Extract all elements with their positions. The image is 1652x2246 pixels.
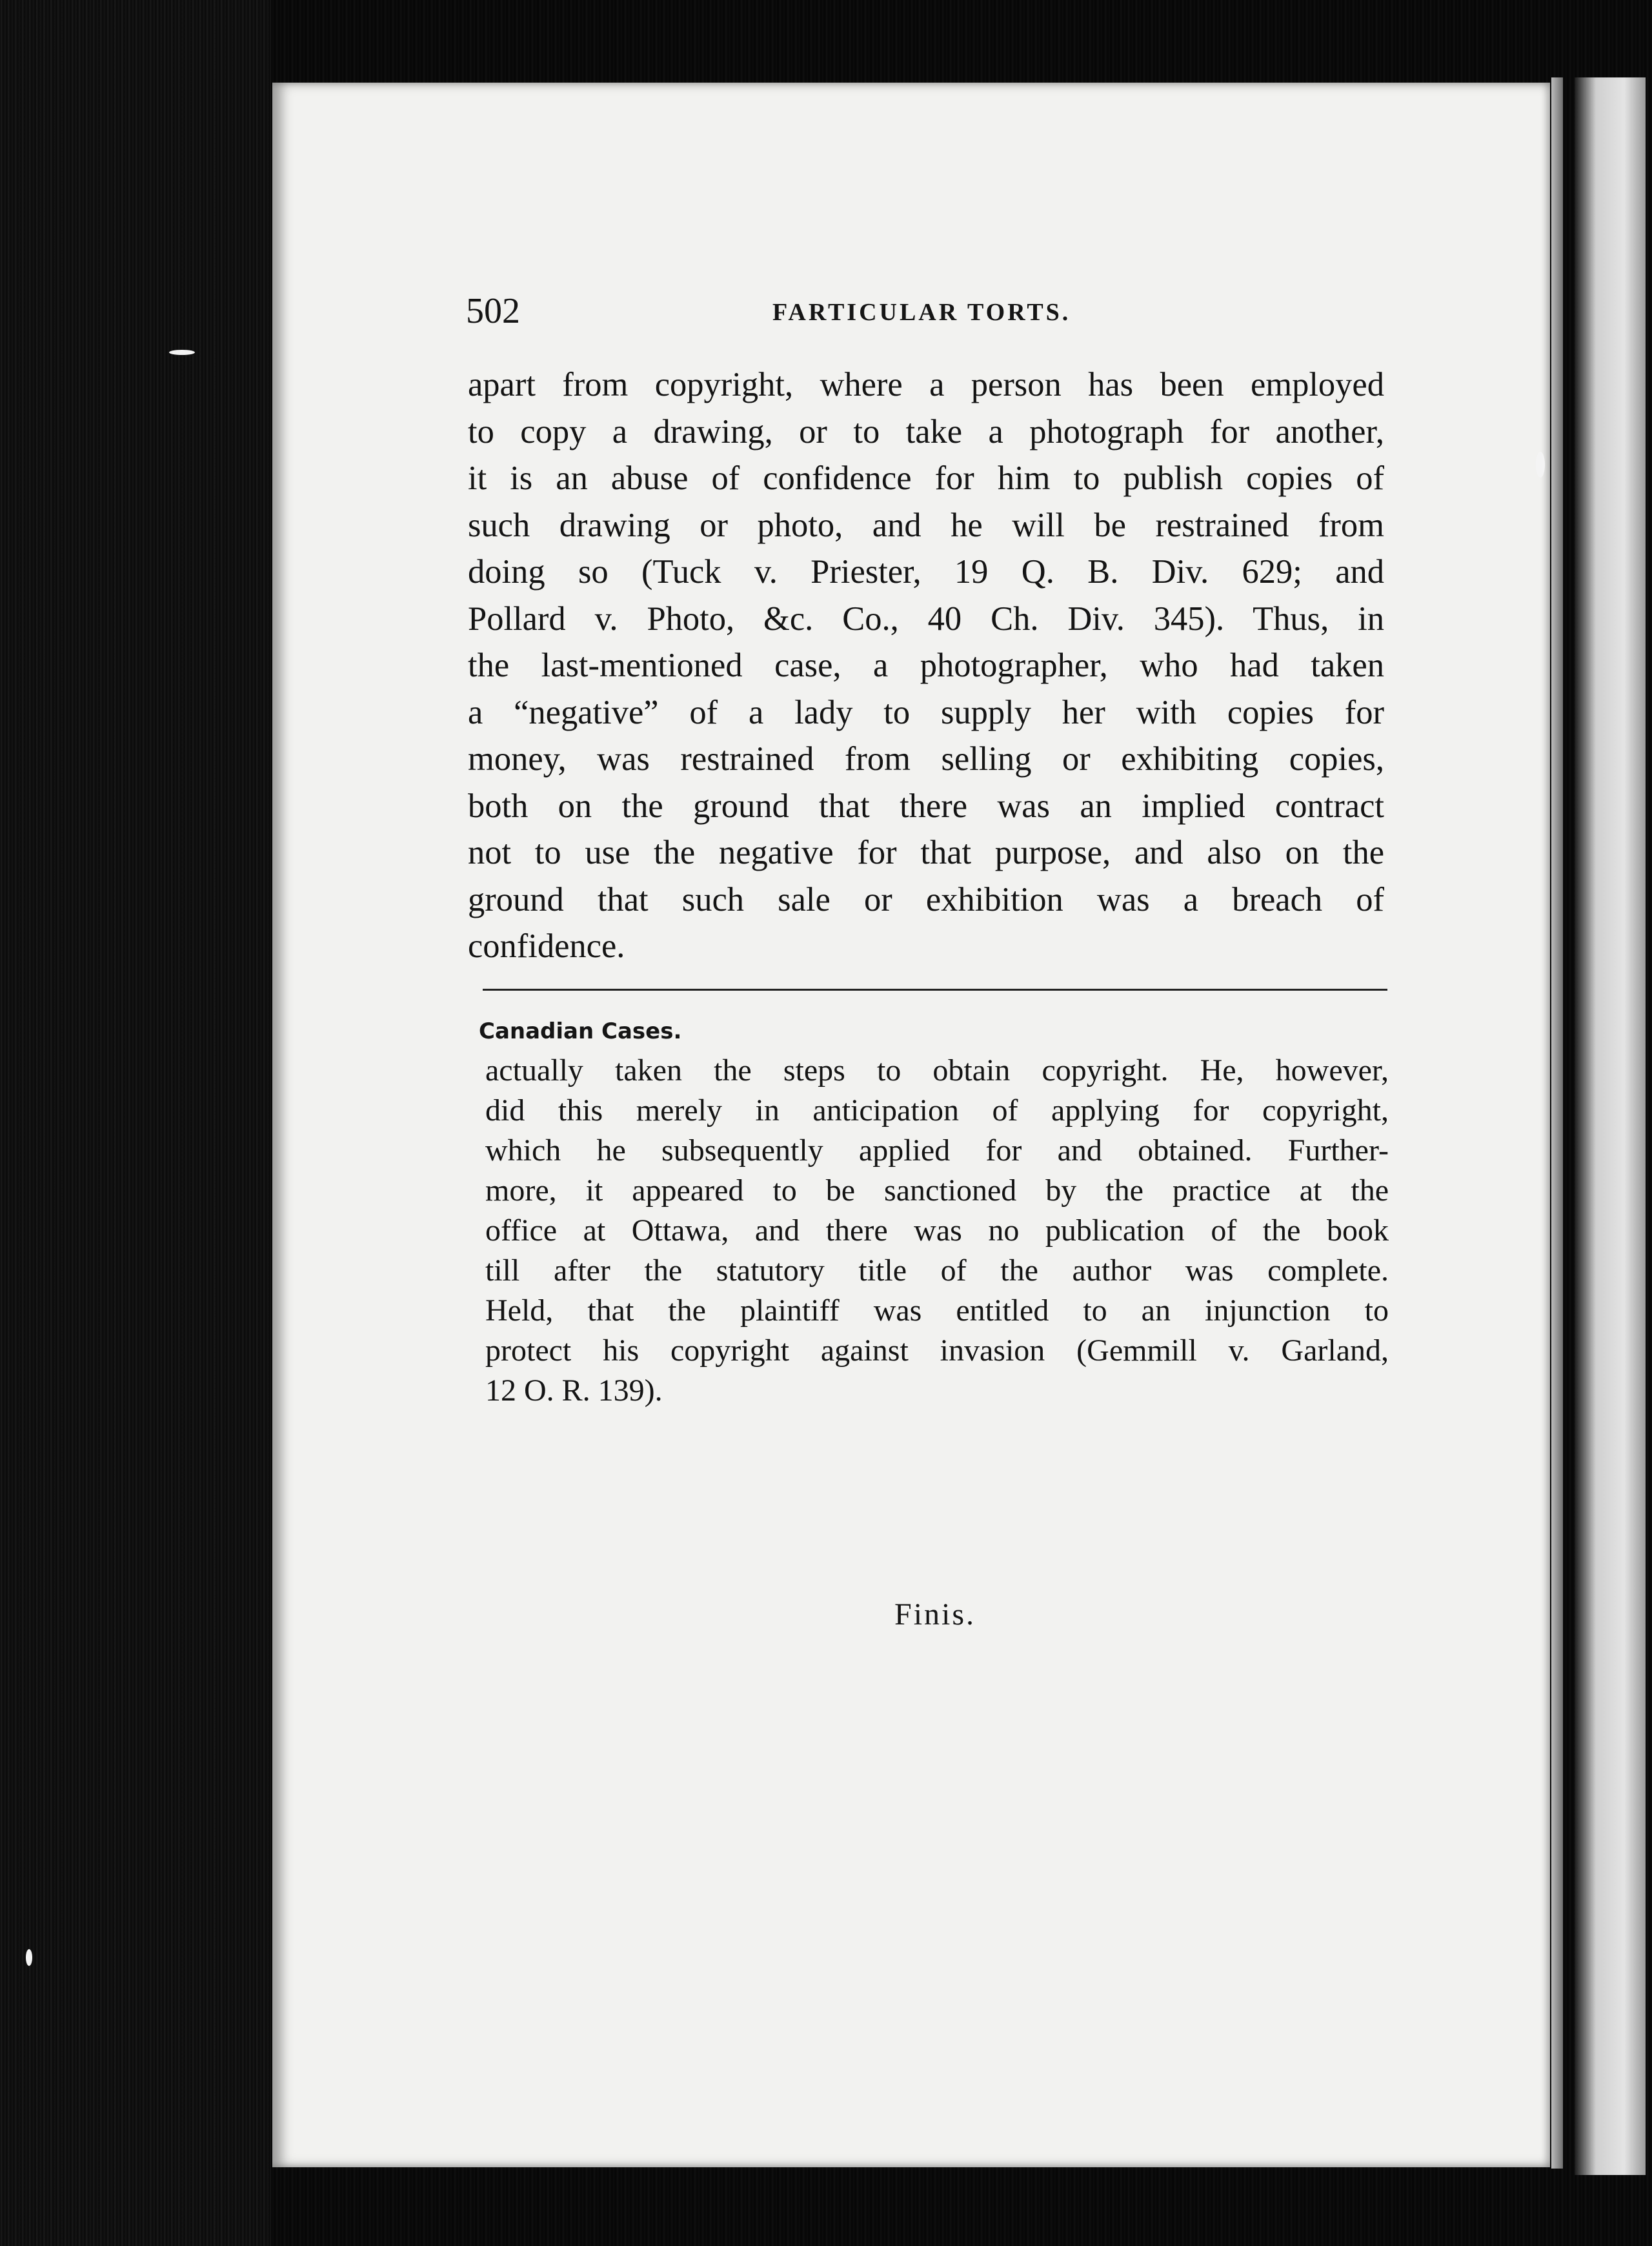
scan-speck <box>169 350 195 355</box>
text-line: a “negative” of a lady to supply her with copies for <box>468 693 1384 731</box>
book-spine <box>0 0 271 2246</box>
note-line: 12 O. R. 139). <box>485 1373 663 1408</box>
text-line: money, was restrained from selling or exhibiting copies, <box>468 740 1384 778</box>
page-edge <box>1551 77 1563 2169</box>
text-line: to copy a drawing, or to take a photograph for another, <box>468 412 1384 450</box>
text-line: both on the ground that there was an implied contract <box>468 787 1384 825</box>
text-line: apart from copyright, where a person has been employed <box>468 366 1384 403</box>
running-head: FARTICULAR TORTS. <box>772 299 1071 326</box>
note-line: Held, that the plaintiff was entitled to an injunction to <box>485 1293 1389 1328</box>
note-line: did this merely in anticipation of applying for copyright, <box>485 1093 1389 1128</box>
text-line: the last-mentioned case, a photographer, who had taken <box>468 647 1384 684</box>
canadian-cases-text <box>485 1051 1389 1411</box>
page-number: 502 <box>466 291 520 331</box>
note-line: office at Ottawa, and there was no publication of the book <box>485 1213 1389 1248</box>
text-line: ground that such sale or exhibition was a breach of <box>468 880 1384 918</box>
scan-speck <box>1536 452 1545 478</box>
main-text-block <box>468 361 1384 970</box>
note-line: more, it appeared to be sanctioned by the practice at the <box>485 1173 1389 1208</box>
text-line: Pollard v. Photo, &c. Co., 40 Ch. Div. 345). Thus, in <box>468 600 1384 638</box>
text-line: doing so (Tuck v. Priester, 19 Q. B. Div. 629; and <box>468 553 1384 591</box>
text-line: confidence. <box>468 927 625 965</box>
adjacent-page-edge <box>1575 77 1646 2175</box>
section-divider <box>483 989 1387 991</box>
text-line: it is an abuse of confidence for him to publish copies of <box>468 460 1384 497</box>
note-line: actually taken the steps to obtain copyright. He, however, <box>485 1053 1389 1088</box>
note-line: which he subsequently applied for and obtained. Further- <box>485 1133 1389 1168</box>
note-line: protect his copyright against invasion (Gemmill v. Garland, <box>485 1333 1389 1368</box>
finis-mark: Finis. <box>894 1597 976 1632</box>
text-line: such drawing or photo, and he will be restrained from <box>468 506 1384 544</box>
scan-speck <box>26 1949 32 1966</box>
page-header <box>466 290 1389 336</box>
text-line: not to use the negative for that purpose, and also on the <box>468 834 1384 871</box>
note-line: till after the statutory title of the author was complete. <box>485 1253 1389 1288</box>
canadian-cases-heading: Canadian Cases. <box>479 1018 682 1044</box>
